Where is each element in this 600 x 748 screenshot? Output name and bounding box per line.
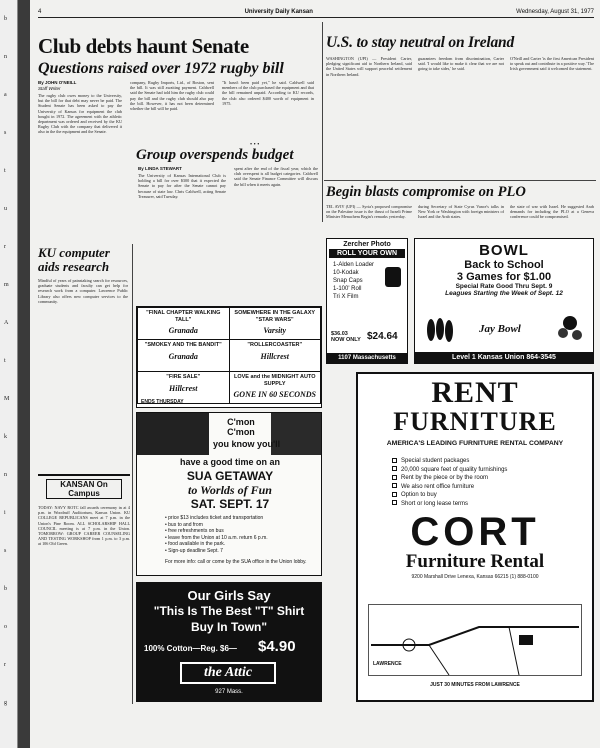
cinema-title: "FINAL CHAPTER WALKING TALL" xyxy=(146,310,221,323)
getaway-line2: C'mon xyxy=(227,427,255,437)
plo-col1: TEL AVIV (UPI) — Syria's proposed compromise on the Palestine issue is the thrust of Israeli Prime Minister Menachem Begin's remarks yesterday. xyxy=(326,204,412,220)
map-label-lawrence: LAWRENCE xyxy=(373,661,402,667)
strip-letter: t xyxy=(4,168,6,174)
ireland-col2: guarantees freedom from discrimination, Carter said. 'I would like to make it clear that we are not going to take sides,' he said. xyxy=(418,56,504,72)
zercher-item: 10-Kodak xyxy=(333,270,359,276)
cinema-footer: ENDS THURSDAY xyxy=(141,399,184,405)
group-overspends-byline: By LINDA STEWART xyxy=(138,166,182,171)
strip-letter: t xyxy=(4,358,6,364)
on-campus-title: KANSAN On Campus xyxy=(46,479,122,499)
getaway-bullet: • price $13 includes ticket and transportation xyxy=(165,515,264,521)
attic-line3: Buy In Town" xyxy=(190,620,268,634)
cinema-listing xyxy=(138,340,229,371)
strip-letter: m xyxy=(4,282,9,288)
cinema-venue: GONE IN 60 SECONDS xyxy=(233,390,316,399)
checklist-text: 20,000 square feet of quality furnishings xyxy=(401,466,508,473)
ireland-headline: U.S. to stay neutral on Ireland xyxy=(326,34,515,51)
zercher-item: Snap Caps xyxy=(333,278,363,284)
checkbox-icon xyxy=(392,492,397,497)
film-canister-icon xyxy=(385,267,401,287)
cinema-title: "FIRE SALE" xyxy=(166,374,201,380)
cort-address: 9200 Marshall Drive Lenexa, Kansas 66215 (1) 888-0100 xyxy=(411,574,539,580)
bowl-footer: Level 1 Kansas Union 864-3545 xyxy=(415,352,593,363)
plo-col3: the state of war with Israel. He suggested Arab demands for including the PLO at a Geneva conference could be compromised. xyxy=(510,204,594,220)
on-campus-box xyxy=(38,474,130,578)
club-debts-col1: The rugby club owes money to the University, but the bill for that debt may never be paid. The Student Senate has been asked to pay the University of Kansas for equipment the club bought in 1972. The agreement with the athletic department was ordered and received by the KU Rugby Club with the company that delivered it also in the the equipment and the Senate. xyxy=(38,93,122,135)
group-overspends-col1: The University of Kansas International Club is holding a bill for over $300 that it expected the Senate to pay for after the Senate cannot pay because of state law. Chris Caldwell, acting Senate Treasurer, said Tuesday. xyxy=(138,173,226,199)
attic-price: $4.90 xyxy=(258,638,296,655)
sua-getaway-ad xyxy=(136,412,322,576)
checkbox-icon xyxy=(392,466,397,471)
zercher-address: 1107 Massachusetts xyxy=(327,353,407,363)
strip-letter: o xyxy=(4,624,7,630)
cinema-venue: Hillcrest xyxy=(260,351,289,361)
strip-letter: n xyxy=(4,472,7,478)
newspaper-page xyxy=(30,0,600,748)
adjacent-page-text xyxy=(0,0,17,722)
strip-letter: k xyxy=(4,434,7,440)
strip-letter: r xyxy=(4,662,6,668)
cort-brand2: Furniture Rental xyxy=(405,551,545,572)
rent-tagline: AMERICA'S LEADING FURNITURE RENTAL COMPANY xyxy=(386,440,564,447)
cort-furniture-ad xyxy=(356,372,594,702)
cinema-listing xyxy=(230,308,321,339)
paper-name: University Daily Kansan xyxy=(244,8,313,15)
page-number: 4 xyxy=(38,8,42,15)
cort-map-caption: JUST 30 MINUTES FROM LAWRENCE xyxy=(430,682,520,688)
checkbox-icon xyxy=(392,500,397,505)
checklist-text: Short or long lease terms xyxy=(401,500,469,507)
page-header xyxy=(38,6,594,18)
cinema-title: LOVE and the MIDNIGHT AUTO SUPPLY xyxy=(233,374,316,387)
strip-letter: g xyxy=(4,700,7,706)
zercher-item: 1-Alden Loader xyxy=(333,262,375,268)
strip-letter: u xyxy=(4,206,7,212)
strip-letter: n xyxy=(4,54,7,60)
rent-checklist-item xyxy=(392,474,592,483)
bowl-title: BOWL xyxy=(479,242,529,259)
checklist-text: Option to buy xyxy=(401,492,437,498)
attic-line1: Our Girls Say xyxy=(187,588,271,603)
strip-letter: s xyxy=(4,130,7,136)
checkbox-icon xyxy=(392,458,397,463)
adjacent-page-strip xyxy=(0,0,18,748)
zercher-price-label: $36.03 NOW ONLY xyxy=(331,331,361,343)
cinema-ads xyxy=(136,306,322,408)
strip-letter: b xyxy=(4,586,7,592)
strip-letter: b xyxy=(4,16,7,22)
checkbox-icon xyxy=(392,475,397,480)
getaway-brand: SUA GETAWAY xyxy=(186,469,274,483)
cinema-title: SOMEWHERE IN THE GALAXY "STAR WARS" xyxy=(234,310,316,323)
rent-checklist-item xyxy=(392,491,592,500)
getaway-line4: have a good time on an xyxy=(179,457,280,467)
cinema-title: "SMOKEY AND THE BANDIT" xyxy=(144,342,222,348)
attic-logo xyxy=(180,662,276,684)
ireland-col1: WASHINGTON (UPI) — President Carter, pledging significant aid to Northern Ireland, said the United States will support peaceful settlement in Northern Ireland. xyxy=(326,56,412,77)
ireland-col3: O'Neill and Carter 'is the first American President to speak out and contribute in a positive way.' The Irish government said it welcomed the statement. xyxy=(510,56,594,72)
bowl-line3: 3 Games for $1.00 xyxy=(456,271,552,283)
on-campus-text: TODAY: NAVY ROTC fall awards ceremony in at 4 p.m. in Woodruff Auditorium, Kansas Union. KU COLLEGE REPUBLICANS meet at 7 p.m. in the Union's Pine Room. ALL SCHOLARSHIP HALL COUNCIL meeting is at 7 p.m. in the Union. TOMORROW: GROUP CAREER COUNSELING AND TESTING WORKSHOP from 1 p.m. to 3 p.m. at 106 Old Green. xyxy=(38,505,130,547)
cinema-venue: Granada xyxy=(168,351,198,361)
getaway-bullet: • free refreshments on bus xyxy=(165,528,224,534)
getaway-date: SAT. SEPT. 17 xyxy=(190,497,270,511)
group-overspends-headline: Group overspends budget xyxy=(136,147,294,163)
bowl-ad xyxy=(414,238,594,364)
checkbox-icon xyxy=(392,483,397,488)
zercher-item: 1-100' Roll xyxy=(333,286,362,292)
getaway-line1: C'mon xyxy=(227,417,255,427)
cort-brand: CORT xyxy=(410,510,540,554)
zercher-photo-ad xyxy=(326,238,408,364)
club-debts-col2: company, Rugby Imports, Ltd., of Boston, sent the bill. It was still awaiting payment. Caldwell said the Senate had told him the rugby club could pay the bill and the rugby club should also pay the bill. However, it has not been determined whether the bill will be paid. xyxy=(130,80,214,112)
ku-computer-headline: KU computer aids research xyxy=(38,245,110,274)
rent-checklist-item xyxy=(392,457,592,466)
club-debts-col3: "It hasn't been paid yet," he said. Caldwell said members of the club purchased the equipment and that the bill remained unpaid. According to KU records, the club also ordered $400 worth of equipment in 1975. xyxy=(222,80,314,106)
zercher-item: Tri X Film xyxy=(333,294,359,300)
zercher-line1: Zercher Photo xyxy=(343,241,391,248)
cinema-title: "ROLLERCOASTER" xyxy=(247,342,303,348)
club-debts-subhead: Questions raised over 1972 rugby bill xyxy=(38,60,284,77)
strip-letter: r xyxy=(4,244,6,250)
getaway-bullet: • Sign-up deadline Sept. 7 xyxy=(165,547,223,554)
club-debts-byline: By JOHN O'NEILL xyxy=(38,80,77,85)
rent-line1: RENT xyxy=(431,376,519,409)
getaway-line5: to Worlds of Fun xyxy=(188,483,272,497)
checklist-text: Rent by the piece or by the room xyxy=(401,475,489,481)
rent-checklist xyxy=(358,457,592,508)
cort-map xyxy=(368,604,582,676)
strip-letter: s xyxy=(4,548,7,554)
section-dots: • • • xyxy=(250,142,260,148)
getaway-bullet: • bus to and from xyxy=(165,521,203,528)
cinema-venue: Hillcrest xyxy=(169,383,198,393)
checklist-text: We also rent office furniture xyxy=(401,483,475,490)
club-debts-headline: Club debts haunt Senate xyxy=(38,34,249,58)
flowers-icon xyxy=(555,313,585,345)
cinema-listing xyxy=(230,340,321,371)
bowl-line4: Special Rate Good Thru Sept. 9 xyxy=(455,283,553,290)
plo-headline: Begin blasts compromise on PLO xyxy=(326,184,526,200)
bowl-line5: Leagues Starting the Week of Sept. 12 xyxy=(445,290,563,297)
getaway-bullets xyxy=(165,515,315,554)
cinema-venue: Varsity xyxy=(263,326,287,335)
strip-letter: A xyxy=(4,320,9,326)
checklist-text: Special student packages xyxy=(401,458,470,464)
getaway-line3: you know you'll xyxy=(213,439,281,449)
getaway-footer: For more info: call or come by the SUA office in the Union lobby. xyxy=(165,559,307,565)
club-debts-staff: Staff Writer xyxy=(38,86,61,91)
strip-letter: M xyxy=(4,396,10,402)
rent-checklist-item xyxy=(392,500,592,509)
strip-letter: a xyxy=(4,92,7,98)
attic-line2: "This Is The Best "T" Shirt xyxy=(153,604,305,618)
getaway-bullet: • leave from the Union at 10 a.m. return 6 p.m. xyxy=(165,534,268,541)
dance-photo xyxy=(137,413,209,455)
cinema-listing xyxy=(138,308,229,339)
zercher-line2: ROLL YOUR OWN xyxy=(329,249,405,258)
zercher-price: $24.64 xyxy=(367,331,398,342)
rent-line2: FURNITURE xyxy=(393,407,557,436)
bowling-pins-icon xyxy=(423,315,457,345)
attic-address: 927 Mass. xyxy=(215,689,243,695)
cinema-venue: Granada xyxy=(168,326,198,335)
getaway-bullet: • food available in the park. xyxy=(165,541,226,547)
group-overspends-col2: spent after the end of the fiscal year, which the club overspent is all budget categories. Caldwell said the Senate Finance Committee will discuss the bill when it meets again. xyxy=(234,166,318,187)
bowl-shop-name: Jay Bowl xyxy=(479,323,521,335)
rent-checklist-item xyxy=(392,466,592,475)
plo-col2: during Secretary of State Cyrus Vance's talks in New York or Washington with foreign ministers of Israel and the Arab states. xyxy=(418,204,504,220)
rent-checklist-item xyxy=(392,483,592,492)
attic-ad xyxy=(136,582,322,702)
bowl-line2: Back to School xyxy=(464,259,544,271)
strip-letter: i xyxy=(4,510,6,516)
attic-line4: 100% Cotton—Reg. $6— xyxy=(144,644,237,653)
cinema-listing xyxy=(230,372,321,403)
page-date: Wednesday, August 31, 1977 xyxy=(516,8,594,15)
ku-computer-col1: Mindful of years of painstaking search for resources, graduate students and faculty can get help for research work from a computer. Lawrence Public Library also offers new computer services to the community. xyxy=(38,278,128,304)
attic-name: the Attic xyxy=(203,665,253,680)
